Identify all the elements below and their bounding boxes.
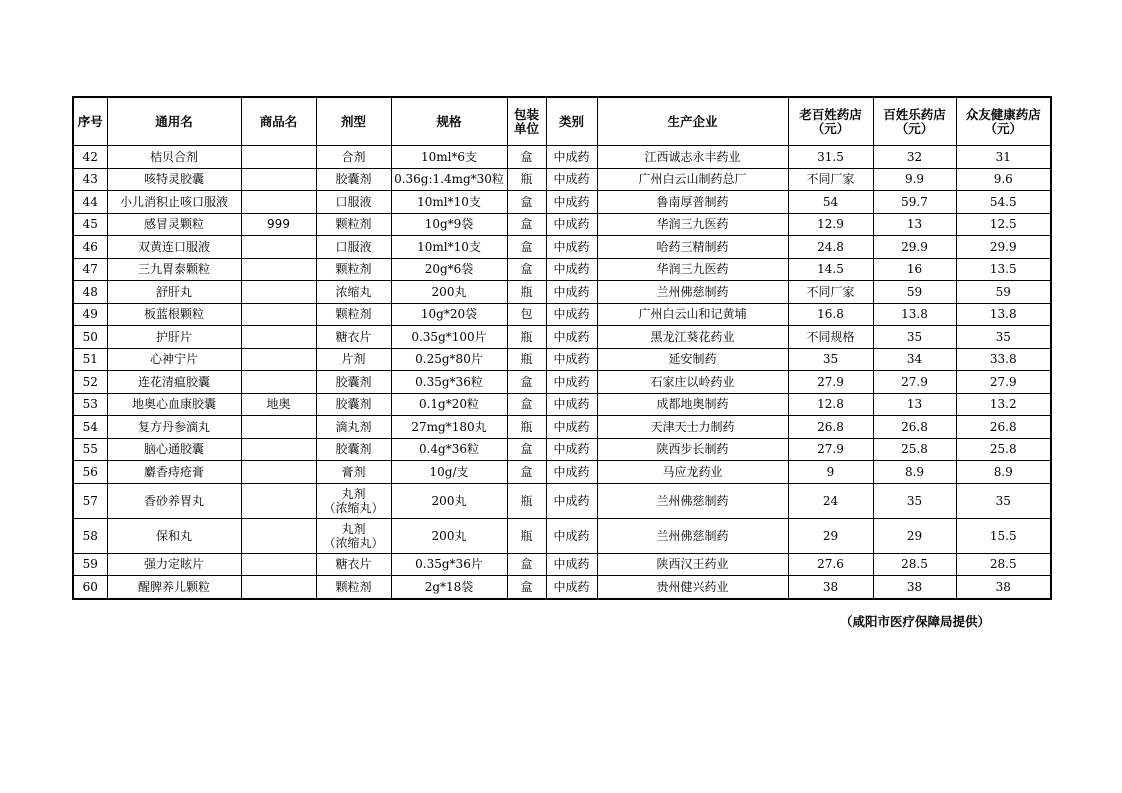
dosage-form-cell: 丸剂 （浓缩丸） <box>316 483 391 518</box>
price-baixingle-cell: 28.5 <box>873 553 956 576</box>
specification-cell: 200丸 <box>391 483 507 518</box>
category-cell: 中成药 <box>546 438 597 461</box>
brand-name-cell <box>241 461 316 484</box>
table-row <box>73 146 1051 169</box>
specification-cell: 10ml*6支 <box>391 146 507 169</box>
price-laobaixing-cell: 16.8 <box>788 303 873 326</box>
brand-name-cell <box>241 168 316 191</box>
specification-cell: 10ml*10支 <box>391 191 507 214</box>
price-laobaixing-cell: 31.5 <box>788 146 873 169</box>
package-unit-cell: 盒 <box>507 191 546 214</box>
category-cell: 中成药 <box>546 461 597 484</box>
category-cell: 中成药 <box>546 393 597 416</box>
index-cell: 59 <box>73 553 107 576</box>
table-row <box>73 518 1051 553</box>
generic-name-cell: 地奥心血康胶囊 <box>107 393 241 416</box>
price-baixingle-cell: 13.8 <box>873 303 956 326</box>
brand-name-cell <box>241 326 316 349</box>
price-zhongyou-cell: 28.5 <box>956 553 1051 576</box>
manufacturer-cell: 石家庄以岭药业 <box>597 371 788 394</box>
package-unit-cell: 包 <box>507 303 546 326</box>
price-zhongyou-cell: 35 <box>956 483 1051 518</box>
price-zhongyou-cell: 29.9 <box>956 236 1051 259</box>
header-cell-price-baixingle: 百姓乐药店 （元） <box>873 97 956 146</box>
dosage-form-cell: 胶囊剂 <box>316 393 391 416</box>
generic-name-cell: 醒脾养儿颗粒 <box>107 576 241 599</box>
price-baixingle-cell: 27.9 <box>873 371 956 394</box>
price-zhongyou-cell: 8.9 <box>956 461 1051 484</box>
specification-cell: 200丸 <box>391 281 507 304</box>
generic-name-cell: 心神宁片 <box>107 348 241 371</box>
package-unit-cell: 瓶 <box>507 518 546 553</box>
specification-cell: 2g*18袋 <box>391 576 507 599</box>
brand-name-cell <box>241 348 316 371</box>
category-cell: 中成药 <box>546 191 597 214</box>
dosage-form-cell: 滴丸剂 <box>316 416 391 439</box>
category-cell: 中成药 <box>546 483 597 518</box>
dosage-form-cell: 糖衣片 <box>316 326 391 349</box>
index-cell: 49 <box>73 303 107 326</box>
specification-cell: 0.35g*36粒 <box>391 371 507 394</box>
price-zhongyou-cell: 12.5 <box>956 213 1051 236</box>
table-row <box>73 553 1051 576</box>
table-row <box>73 393 1051 416</box>
table-row <box>73 303 1051 326</box>
index-cell: 52 <box>73 371 107 394</box>
brand-name-cell <box>241 236 316 259</box>
package-unit-cell: 瓶 <box>507 168 546 191</box>
manufacturer-cell: 延安制药 <box>597 348 788 371</box>
category-cell: 中成药 <box>546 146 597 169</box>
price-laobaixing-cell: 不同厂家 <box>788 168 873 191</box>
header-cell-package-unit: 包装 单位 <box>507 97 546 146</box>
package-unit-cell: 盒 <box>507 371 546 394</box>
index-cell: 48 <box>73 281 107 304</box>
package-unit-cell: 盒 <box>507 393 546 416</box>
generic-name-cell: 麝香痔疮膏 <box>107 461 241 484</box>
price-zhongyou-cell: 26.8 <box>956 416 1051 439</box>
generic-name-cell: 保和丸 <box>107 518 241 553</box>
price-baixingle-cell: 34 <box>873 348 956 371</box>
generic-name-cell: 板蓝根颗粒 <box>107 303 241 326</box>
price-baixingle-cell: 38 <box>873 576 956 599</box>
header-cell-brand-name: 商品名 <box>241 97 316 146</box>
index-cell: 50 <box>73 326 107 349</box>
header-cell-price-zhongyou: 众友健康药店 （元） <box>956 97 1051 146</box>
package-unit-cell: 盒 <box>507 438 546 461</box>
brand-name-cell <box>241 438 316 461</box>
index-cell: 42 <box>73 146 107 169</box>
brand-name-cell: 地奥 <box>241 393 316 416</box>
header-cell-specification: 规格 <box>391 97 507 146</box>
category-cell: 中成药 <box>546 371 597 394</box>
price-zhongyou-cell: 54.5 <box>956 191 1051 214</box>
price-laobaixing-cell: 9 <box>788 461 873 484</box>
package-unit-cell: 盒 <box>507 461 546 484</box>
category-cell: 中成药 <box>546 553 597 576</box>
category-cell: 中成药 <box>546 258 597 281</box>
index-cell: 55 <box>73 438 107 461</box>
table-row <box>73 326 1051 349</box>
specification-cell: 10g/支 <box>391 461 507 484</box>
index-cell: 57 <box>73 483 107 518</box>
table-row <box>73 576 1051 599</box>
index-cell: 46 <box>73 236 107 259</box>
category-cell: 中成药 <box>546 326 597 349</box>
manufacturer-cell: 华润三九医药 <box>597 213 788 236</box>
generic-name-cell: 脑心通胶囊 <box>107 438 241 461</box>
specification-cell: 20g*6袋 <box>391 258 507 281</box>
package-unit-cell: 盒 <box>507 146 546 169</box>
manufacturer-cell: 鲁南厚普制药 <box>597 191 788 214</box>
header-cell-price-laobaixing: 老百姓药店 （元） <box>788 97 873 146</box>
price-zhongyou-cell: 31 <box>956 146 1051 169</box>
category-cell: 中成药 <box>546 518 597 553</box>
price-baixingle-cell: 59.7 <box>873 191 956 214</box>
price-laobaixing-cell: 24.8 <box>788 236 873 259</box>
manufacturer-cell: 华润三九医药 <box>597 258 788 281</box>
price-baixingle-cell: 9.9 <box>873 168 956 191</box>
specification-cell: 200丸 <box>391 518 507 553</box>
dosage-form-cell: 颗粒剂 <box>316 258 391 281</box>
specification-cell: 27mg*180丸 <box>391 416 507 439</box>
index-cell: 51 <box>73 348 107 371</box>
price-laobaixing-cell: 35 <box>788 348 873 371</box>
price-laobaixing-cell: 24 <box>788 483 873 518</box>
table-row <box>73 416 1051 439</box>
table-header-row <box>73 97 1051 146</box>
package-unit-cell: 盒 <box>507 213 546 236</box>
package-unit-cell: 盒 <box>507 258 546 281</box>
index-cell: 47 <box>73 258 107 281</box>
manufacturer-cell: 贵州健兴药业 <box>597 576 788 599</box>
dosage-form-cell: 口服液 <box>316 191 391 214</box>
price-baixingle-cell: 13 <box>873 213 956 236</box>
category-cell: 中成药 <box>546 303 597 326</box>
price-laobaixing-cell: 29 <box>788 518 873 553</box>
manufacturer-cell: 陕西步长制药 <box>597 438 788 461</box>
table-row <box>73 191 1051 214</box>
manufacturer-cell: 兰州佛慈制药 <box>597 281 788 304</box>
header-cell-generic-name: 通用名 <box>107 97 241 146</box>
generic-name-cell: 香砂养胃丸 <box>107 483 241 518</box>
manufacturer-cell: 广州白云山和记黄埔 <box>597 303 788 326</box>
header-cell-dosage-form: 剂型 <box>316 97 391 146</box>
price-zhongyou-cell: 33.8 <box>956 348 1051 371</box>
manufacturer-cell: 马应龙药业 <box>597 461 788 484</box>
specification-cell: 10g*9袋 <box>391 213 507 236</box>
package-unit-cell: 盒 <box>507 236 546 259</box>
price-baixingle-cell: 16 <box>873 258 956 281</box>
generic-name-cell: 护肝片 <box>107 326 241 349</box>
package-unit-cell: 瓶 <box>507 416 546 439</box>
price-baixingle-cell: 8.9 <box>873 461 956 484</box>
source-note: （咸阳市医疗保障局提供） <box>840 614 991 629</box>
index-cell: 54 <box>73 416 107 439</box>
price-baixingle-cell: 59 <box>873 281 956 304</box>
table-row <box>73 348 1051 371</box>
package-unit-cell: 瓶 <box>507 281 546 304</box>
table-row <box>73 438 1051 461</box>
manufacturer-cell: 天津天士力制药 <box>597 416 788 439</box>
table-row <box>73 281 1051 304</box>
dosage-form-cell: 颗粒剂 <box>316 576 391 599</box>
price-zhongyou-cell: 15.5 <box>956 518 1051 553</box>
dosage-form-cell: 口服液 <box>316 236 391 259</box>
price-baixingle-cell: 29.9 <box>873 236 956 259</box>
dosage-form-cell: 合剂 <box>316 146 391 169</box>
manufacturer-cell: 广州白云山制药总厂 <box>597 168 788 191</box>
price-zhongyou-cell: 13.2 <box>956 393 1051 416</box>
category-cell: 中成药 <box>546 236 597 259</box>
price-baixingle-cell: 26.8 <box>873 416 956 439</box>
dosage-form-cell: 片剂 <box>316 348 391 371</box>
price-zhongyou-cell: 59 <box>956 281 1051 304</box>
index-cell: 45 <box>73 213 107 236</box>
brand-name-cell <box>241 416 316 439</box>
specification-cell: 0.1g*20粒 <box>391 393 507 416</box>
brand-name-cell <box>241 553 316 576</box>
specification-cell: 0.25g*80片 <box>391 348 507 371</box>
index-cell: 56 <box>73 461 107 484</box>
category-cell: 中成药 <box>546 281 597 304</box>
manufacturer-cell: 兰州佛慈制药 <box>597 483 788 518</box>
manufacturer-cell: 黑龙江葵花药业 <box>597 326 788 349</box>
table-row <box>73 258 1051 281</box>
price-zhongyou-cell: 13.5 <box>956 258 1051 281</box>
category-cell: 中成药 <box>546 348 597 371</box>
specification-cell: 0.35g*36片 <box>391 553 507 576</box>
brand-name-cell <box>241 518 316 553</box>
specification-cell: 0.35g*100片 <box>391 326 507 349</box>
price-laobaixing-cell: 27.9 <box>788 438 873 461</box>
price-laobaixing-cell: 14.5 <box>788 258 873 281</box>
price-laobaixing-cell: 38 <box>788 576 873 599</box>
price-baixingle-cell: 25.8 <box>873 438 956 461</box>
package-unit-cell: 瓶 <box>507 483 546 518</box>
dosage-form-cell: 胶囊剂 <box>316 371 391 394</box>
specification-cell: 10g*20袋 <box>391 303 507 326</box>
dosage-form-cell: 颗粒剂 <box>316 213 391 236</box>
price-laobaixing-cell: 54 <box>788 191 873 214</box>
manufacturer-cell: 陕西汉王药业 <box>597 553 788 576</box>
dosage-form-cell: 浓缩丸 <box>316 281 391 304</box>
category-cell: 中成药 <box>546 213 597 236</box>
header-cell-category: 类别 <box>546 97 597 146</box>
dosage-form-cell: 糖衣片 <box>316 553 391 576</box>
dosage-form-cell: 胶囊剂 <box>316 168 391 191</box>
price-zhongyou-cell: 38 <box>956 576 1051 599</box>
package-unit-cell: 盒 <box>507 576 546 599</box>
manufacturer-cell: 哈药三精制药 <box>597 236 788 259</box>
specification-cell: 0.36g:1.4mg*30粒 <box>391 168 507 191</box>
brand-name-cell <box>241 576 316 599</box>
index-cell: 60 <box>73 576 107 599</box>
generic-name-cell: 感冒灵颗粒 <box>107 213 241 236</box>
header-cell-manufacturer: 生产企业 <box>597 97 788 146</box>
table-row <box>73 371 1051 394</box>
price-baixingle-cell: 32 <box>873 146 956 169</box>
dosage-form-cell: 胶囊剂 <box>316 438 391 461</box>
generic-name-cell: 强力定眩片 <box>107 553 241 576</box>
price-comparison-table <box>72 96 1052 600</box>
package-unit-cell: 盒 <box>507 553 546 576</box>
price-laobaixing-cell: 27.9 <box>788 371 873 394</box>
package-unit-cell: 瓶 <box>507 348 546 371</box>
price-baixingle-cell: 35 <box>873 483 956 518</box>
category-cell: 中成药 <box>546 168 597 191</box>
price-laobaixing-cell: 不同规格 <box>788 326 873 349</box>
brand-name-cell <box>241 303 316 326</box>
specification-cell: 10ml*10支 <box>391 236 507 259</box>
brand-name-cell <box>241 146 316 169</box>
specification-cell: 0.4g*36粒 <box>391 438 507 461</box>
index-cell: 43 <box>73 168 107 191</box>
generic-name-cell: 咳特灵胶囊 <box>107 168 241 191</box>
package-unit-cell: 瓶 <box>507 326 546 349</box>
price-zhongyou-cell: 27.9 <box>956 371 1051 394</box>
generic-name-cell: 三九胃泰颗粒 <box>107 258 241 281</box>
table-row <box>73 461 1051 484</box>
generic-name-cell: 小儿消积止咳口服液 <box>107 191 241 214</box>
generic-name-cell: 舒肝丸 <box>107 281 241 304</box>
table-row <box>73 483 1051 518</box>
price-laobaixing-cell: 27.6 <box>788 553 873 576</box>
brand-name-cell <box>241 371 316 394</box>
table-row <box>73 236 1051 259</box>
price-zhongyou-cell: 9.6 <box>956 168 1051 191</box>
generic-name-cell: 双黄连口服液 <box>107 236 241 259</box>
index-cell: 44 <box>73 191 107 214</box>
price-zhongyou-cell: 25.8 <box>956 438 1051 461</box>
price-baixingle-cell: 29 <box>873 518 956 553</box>
manufacturer-cell: 成都地奥制药 <box>597 393 788 416</box>
price-laobaixing-cell: 26.8 <box>788 416 873 439</box>
price-laobaixing-cell: 不同厂家 <box>788 281 873 304</box>
table-body <box>73 146 1051 599</box>
header-cell-index: 序号 <box>73 97 107 146</box>
dosage-form-cell: 颗粒剂 <box>316 303 391 326</box>
manufacturer-cell: 江西诚志永丰药业 <box>597 146 788 169</box>
price-laobaixing-cell: 12.9 <box>788 213 873 236</box>
category-cell: 中成药 <box>546 416 597 439</box>
dosage-form-cell: 膏剂 <box>316 461 391 484</box>
brand-name-cell <box>241 191 316 214</box>
generic-name-cell: 连花清瘟胶囊 <box>107 371 241 394</box>
generic-name-cell: 桔贝合剂 <box>107 146 241 169</box>
brand-name-cell <box>241 483 316 518</box>
table-row <box>73 168 1051 191</box>
brand-name-cell: 999 <box>241 213 316 236</box>
brand-name-cell <box>241 281 316 304</box>
price-zhongyou-cell: 35 <box>956 326 1051 349</box>
manufacturer-cell: 兰州佛慈制药 <box>597 518 788 553</box>
category-cell: 中成药 <box>546 576 597 599</box>
price-baixingle-cell: 35 <box>873 326 956 349</box>
brand-name-cell <box>241 258 316 281</box>
table-row <box>73 213 1051 236</box>
index-cell: 53 <box>73 393 107 416</box>
dosage-form-cell: 丸剂 （浓缩丸） <box>316 518 391 553</box>
generic-name-cell: 复方丹参滴丸 <box>107 416 241 439</box>
price-laobaixing-cell: 12.8 <box>788 393 873 416</box>
price-baixingle-cell: 13 <box>873 393 956 416</box>
price-zhongyou-cell: 13.8 <box>956 303 1051 326</box>
index-cell: 58 <box>73 518 107 553</box>
